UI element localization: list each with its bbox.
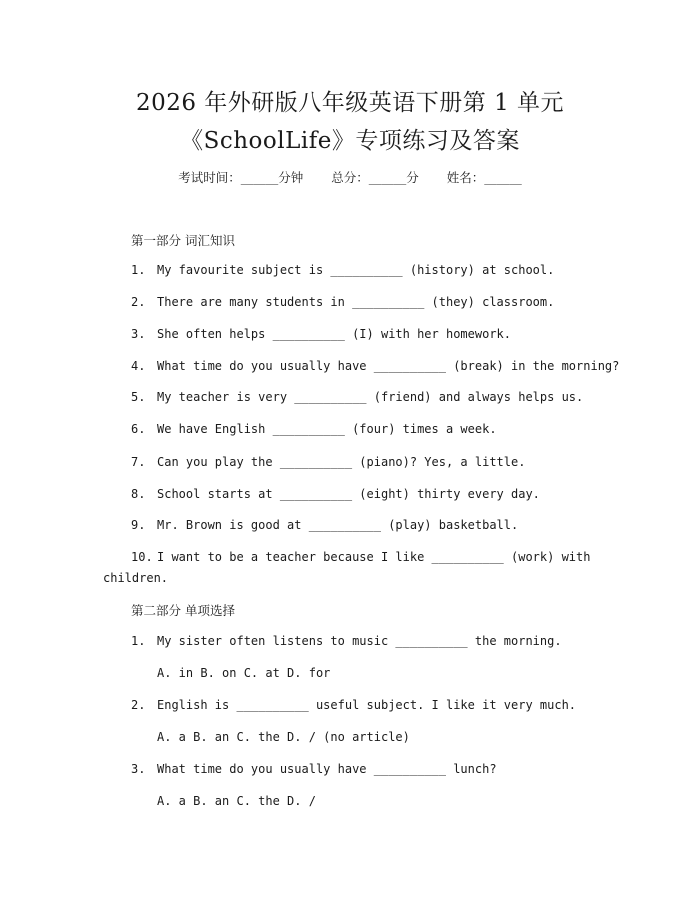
question-text: I want to be a teacher because I like __________ (work) with: [157, 550, 591, 564]
vocab-question: [131, 455, 525, 469]
choice-question: [131, 762, 497, 776]
choice-question: [131, 698, 576, 712]
section-1-heading: 第一部分 词汇知识: [131, 233, 235, 248]
question-number: 1.: [131, 634, 146, 648]
question-text: School starts at __________ (eight) thirty every day.: [157, 487, 540, 501]
question-text: There are many students in __________ (they) classroom.: [157, 295, 555, 309]
answer-options: A. a B. an C. the D. / (no article): [157, 730, 410, 744]
question-text: What time do you usually have __________ (break) in the morning?: [157, 359, 620, 373]
question-number: 7.: [131, 455, 146, 469]
question-text: She often helps __________ (I) with her homework.: [157, 327, 512, 341]
vocab-question: [131, 295, 554, 309]
vocab-question: [131, 422, 497, 436]
question-number: 5.: [131, 390, 146, 404]
total-score-field: 总分：______分: [331, 170, 419, 185]
question-number: 6.: [131, 422, 146, 436]
exam-info-row: [0, 168, 700, 186]
question-number: 3.: [131, 327, 146, 341]
question-text: We have English __________ (four) times a week.: [157, 422, 497, 436]
question-number: 10.: [131, 550, 153, 564]
document-title-line-2: 《SchoolLife》专项练习及答案: [180, 128, 520, 154]
question-number: 2.: [131, 698, 146, 712]
question-text: What time do you usually have __________ lunch?: [157, 762, 497, 776]
vocab-question: [131, 550, 590, 564]
question-number: 3.: [131, 762, 146, 776]
question-number: 4.: [131, 359, 146, 373]
student-name-field: 姓名：______: [446, 170, 522, 185]
section-2-heading: 第二部分 单项选择: [131, 603, 235, 618]
vocab-question: [131, 487, 540, 501]
vocab-question: [131, 263, 554, 277]
answer-options: A. a B. an C. the D. /: [157, 794, 316, 808]
vocab-question: [131, 518, 518, 532]
choice-question: [131, 634, 562, 648]
vocab-question: [131, 327, 511, 341]
answer-options: A. in B. on C. at D. for: [157, 666, 331, 680]
document-title-line-1: 2026 年外研版八年级英语下册第 1 单元: [135, 90, 565, 116]
vocab-question: [131, 390, 583, 404]
question-text: My teacher is very __________ (friend) and always helps us.: [157, 390, 584, 404]
question-text: English is __________ useful subject. I like it very much.: [157, 698, 577, 712]
question-number: 2.: [131, 295, 146, 309]
question-text: My sister often listens to music __________ the morning.: [157, 634, 562, 648]
question-text: Can you play the __________ (piano)? Yes, a little.: [157, 455, 526, 469]
exam-time-field: 考试时间：______分钟: [178, 170, 304, 185]
question-number: 1.: [131, 263, 146, 277]
vocab-question: [131, 359, 619, 373]
question-text: My favourite subject is __________ (history) at school.: [157, 263, 555, 277]
question-number: 9.: [131, 518, 146, 532]
question-number: 8.: [131, 487, 146, 501]
question-text: Mr. Brown is good at __________ (play) basketball.: [157, 518, 519, 532]
question-text-continuation: children.: [103, 571, 169, 585]
